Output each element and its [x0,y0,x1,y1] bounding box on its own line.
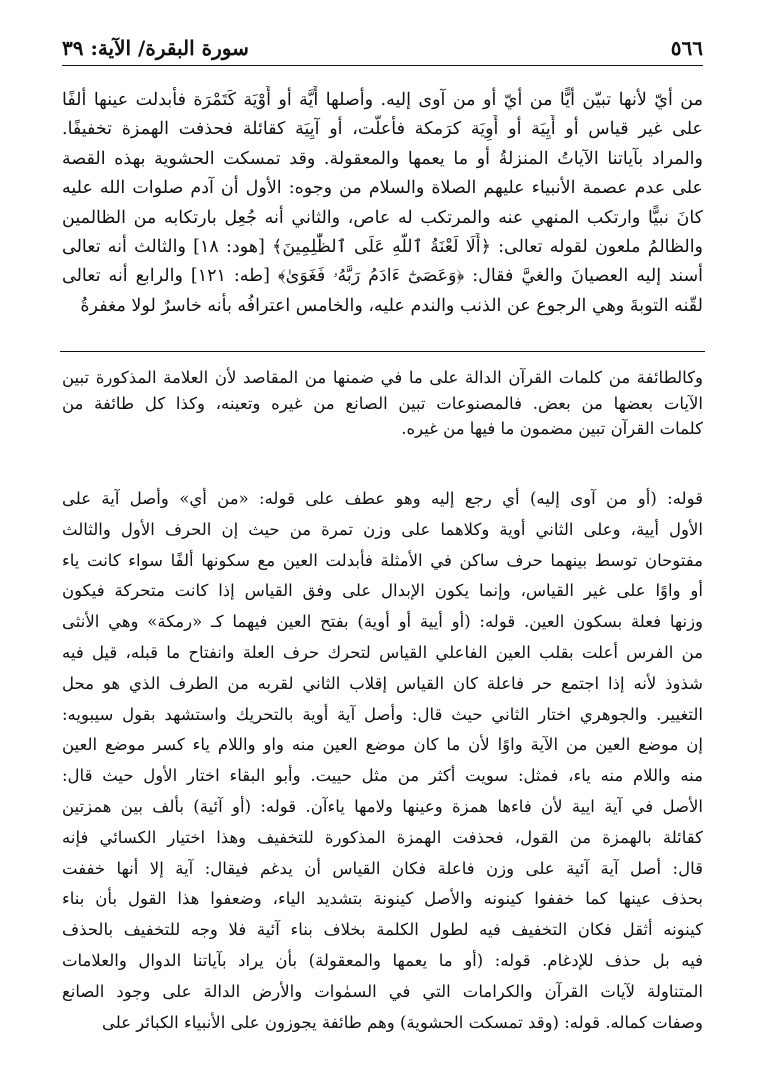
page-header [62,28,703,66]
main-line: أسند إليه العصيانَ والغيَّ فقال: ﴿وَعَصَىٰٓ ءَادَمُ رَبَّهُۥ فَغَوَىٰ﴾ [طه: ١٢١] والرابع أنه تعالى [62,266,703,287]
main-line: والظالمُ ملعون لقوله تعالى: ﴿أَلَا لَعْنَةُ ٱللَّهِ عَلَى ٱلظَّٰلِمِينَ﴾ [هود: ١٨] والثالث أنه تعالى [62,237,703,258]
commentary-line: شذوذ لأنه إذا اجتمع حر فاعلة كان القياس إقلاب الثاني لقربه من الطرف الذي هو محل [62,673,703,693]
main-line: كانَ نبيًّا وارتكب المنهي عنه والمرتكب له عاص، والثاني أنه جُعِل بارتكابه من الظالمين [62,207,703,228]
commentary-line: منه واللام منه ياء، فمثل: سويت أكثر من مثل حييت. وأبو البقاء اختار الأول حيث قال: [62,766,703,786]
commentary-line: الأول أيية، وعلى الثاني أوية وكلاهما على وزن تمرة من حيث إن الحرف الأول والثالث [62,519,703,539]
commentary-line: كقائلة بالهمزة من القول، فحذفت الهمزة المذكورة للتخفيف وهذا اختيار الكسائي فإنه [62,827,703,847]
commentary-text [62,484,703,1038]
commentary-line: إن موضع العين من الآية واوًا لأن ما كان موضع العين منه واو واللام ياء كسر موضع العين [62,735,703,755]
commentary-line: المتناولة لآيات القرآن والكرامات التي في السمٰوات والأرض الدالة على وجود الصانع [62,981,703,1001]
note-line: الآيات بعضها من بعض. فالمصنوعات تبين الصانع من غيره وتعينه، وكذا كل طائفة من [62,393,703,413]
main-line: على غير قياس أو أَيِيَة أو أَوِيَة كرَمكة فأعلّت، أو آيِيَة كقائلة فحذفت الهمزة تخفيفًا. [62,119,703,140]
commentary-line: من الفرس أعلت بقلب العين الفاعلي القياس لتحرك حرف العلة وانفتاح ما قبله، قيل فيه [62,642,703,662]
commentary-line: قوله: (أو من آوى إليه) أي رجع إليه وهو عطف على قوله: «من أي» وأصل آية على [62,489,703,508]
commentary-line: بحذف عينها كما خففوا كينونه والأصل كينونة بتشديد الياء، وضعفوا هذا القول بأن بناء [62,889,703,909]
commentary-line: التغيير. والجوهري اختار الثاني حيث قال: وأصل آية أوية بالتحريك واستشهد بقول سيبويه: [62,704,703,724]
surah-ayah-title: سورة البقرة/ الآية: ٣٩ [62,36,249,60]
note-text [62,365,703,442]
note-line: كلمات القرآن تبين مضمون ما فيها من غيره. [401,419,703,438]
main-line: لقّنه التوبةَ وهي الرجوع عن الذنب والندم عليه، والخامس اعترافُه بأنه خاسرٌ لولا مغفرةُ [80,295,703,316]
commentary-line: الأصل في آية ايية لأن فاءها همزة وعينها ولامها ياءآن. قوله: (أو آئية) بألف بين همزتين [62,796,703,816]
header-rule [62,65,703,66]
commentary-line: فيه بل حذف للإدغام. قوله: (أو ما يعمها والمعقولة) بأن يراد بآياتنا الدوال والعلامات [62,950,703,970]
section-divider [60,351,705,352]
commentary-line: كينونه أثقل فكان التخفيف فيه لطول الكلمة بخلاف بناء آئية فلا وجه للتخفيف بالحذف [62,920,703,940]
commentary-line: أو واوًا على غير القياس، وإنما يكون الإبدال على وفق القياس إذا كانت متحركة فيكون [62,581,703,601]
commentary-line: وزنها فعلة بسكون العين. قوله: (أو أيية أو أوية) بفتح العين فيهما كـ «رمكة» وهي الأنثى [62,612,703,632]
note-line: وكالطائفة من كلمات القرآن الدالة على ما في ضمنها من المقاصد لأن العلامة المذكورة تبين [62,368,703,387]
commentary-line: وصفات كماله. قوله: (وقد تمسكت الحشوية) وهم طائفة يجوزون على الأنبياء الكبائر على [101,1012,703,1032]
main-line: والمراد بآياتنا الآياتُ المنزلةُ أو ما يعمها والمعقولة. وقد تمسكت الحشوية بهذه القصة [62,148,703,169]
commentary-line: قال: أصل آية آئية على وزن فاعلة فكان القياس أن يدغم فيقال: آية إلا أنها خففت [62,858,703,878]
commentary-line: مفتوحان توسط بينهما حرف ساكن في الأمثلة فأبدلت العين مع سكونها ألفًا سواء كانت ياء [62,550,703,570]
page-number: ٥٦٦ [670,36,703,60]
main-line: من أيّ لأنها تبيّن أيًّا من أيّ أو من آوى إليه. وأصلها أَيَّة أو أَوْيَة كَتَمْرَة فأبدلت عينها ألفًا [62,90,703,110]
main-text [62,86,703,321]
main-line: على عدم عصمة الأنبياء عليهم الصلاة والسلام من وجوه: الأول أن آدم صلوات الله عليه [62,178,703,199]
